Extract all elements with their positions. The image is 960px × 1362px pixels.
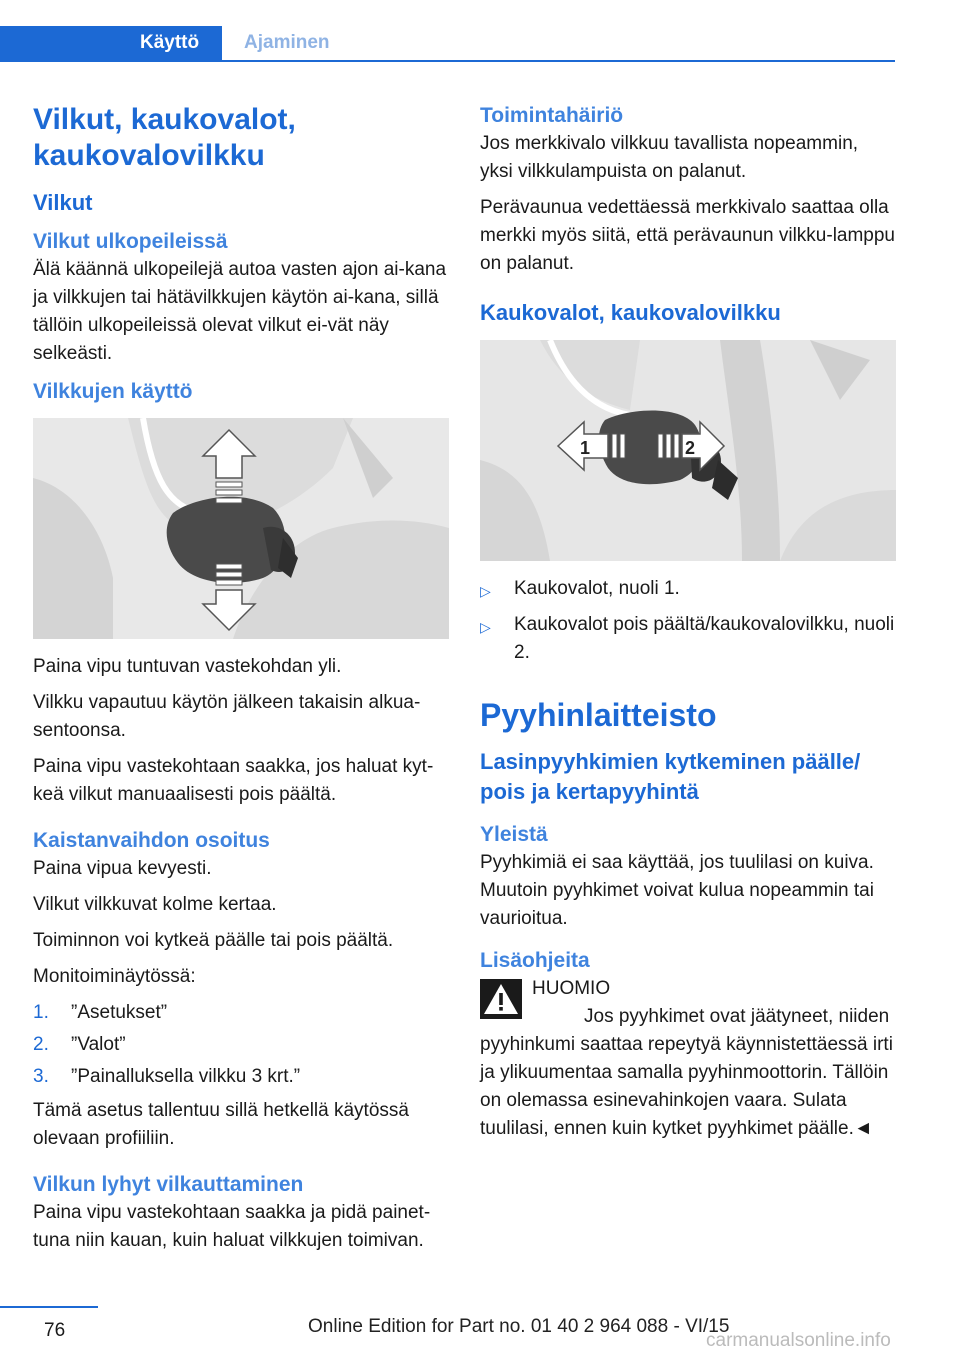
section-title: Vilkut, kaukovalot, kaukovalovilkku (33, 103, 296, 172)
paragraph: Pyyhkimiä ei saa käyttää, jos tuulilasi on kuiva. Muutoin pyyhkimet voivat kulua nopeammin tai vaurioitua. (480, 852, 874, 929)
heading-mirror-indicators: Vilkut ulkopeileissä (33, 230, 228, 253)
footer-rule (0, 1306, 98, 1308)
heading-lane-change: Kaistanvaihdon osoitus (33, 829, 270, 852)
paragraph: Jos merkkivalo vilkkuu tavallista nopeammin, yksi vilkkulampuista on palanut. (480, 133, 859, 182)
section-title-wipers: Pyyhinlaitteisto (480, 697, 717, 733)
edition-text: Online Edition for Part no. 01 40 2 964 088 - VI/15 (308, 1316, 730, 1337)
paragraph: Toiminnon voi kytkeä päälle tai pois päältä. (33, 930, 394, 951)
list-item: 2. ”Valot” (33, 1034, 126, 1055)
settings-steps (33, 999, 449, 1091)
warning-triangle-icon (480, 979, 522, 1019)
paragraph: Vilkut vilkkuvat kolme kertaa. (33, 894, 277, 915)
list-item: ▷ Kaukovalot pois päältä/kaukovalovilkku, nuoli 2. (480, 614, 895, 663)
paragraph: Älä käännä ulkopeilejä autoa vasten ajon ai-kana ja vilkkujen tai hätävilkkujen käytön ai-kana, sillä tällöin ulkopeileissä olevat vilkut ei-vät näy selkeästi. (33, 259, 447, 364)
paragraph: Tämä asetus tallentuu sillä hetkellä käytössä olevaan profiiliin. (33, 1100, 409, 1149)
list-item: 1. ”Asetukset” (33, 1002, 168, 1023)
indicator-stalk-figure (33, 418, 449, 639)
paragraph: Vilkku vapautuu käytön jälkeen takaisin alkua-sentoonsa. (33, 692, 421, 741)
heading-malfunction: Toimintahäiriö (480, 104, 624, 127)
high-beam-stalk-figure (480, 340, 896, 561)
paragraph: Paina vipu tuntuvan vastekohdan yli. (33, 656, 342, 677)
subsection-vilkut: Vilkut (33, 190, 93, 215)
paragraph: Paina vipu vastekohtaan saakka ja pidä painet-tuna niin kauan, kuin haluat vilkkujen toimivan. (33, 1202, 431, 1251)
paragraph: Monitoiminäytössä: (33, 966, 196, 987)
caution-note (480, 975, 896, 1143)
arrow-label-1: 1 (580, 438, 591, 458)
arrow-label-2: 2 (685, 438, 696, 458)
page-number: 76 (44, 1320, 66, 1341)
list-item: ▷ Kaukovalot, nuoli 1. (480, 578, 680, 599)
heading-using-indicators: Vilkkujen käyttö (33, 380, 193, 403)
tab-bar (0, 26, 330, 60)
subsection-high-beam: Kaukovalot, kaukovalovilkku (480, 300, 781, 325)
subsection-wipers: Lasinpyyhkimien kytkeminen päälle/ pois ja kertapyyhintä (480, 749, 861, 804)
left-column (33, 96, 449, 1263)
right-column (480, 96, 896, 1151)
paragraph: Perävaunua vedettäessä merkkivalo saattaa olla merkki myös siitä, että perävaunun vilkku-lamppu on palanut. (480, 197, 896, 274)
header-rule (0, 60, 895, 62)
heading-general: Yleistä (480, 823, 548, 846)
heading-short-flash: Vilkun lyhyt vilkauttaminen (33, 1173, 304, 1196)
high-beam-list (480, 575, 896, 667)
caution-label: HUOMIO (532, 978, 611, 999)
tab-ajaminen[interactable]: Ajaminen (244, 32, 330, 53)
caution-text: Jos pyyhkimet ovat jäätyneet, niiden pyyhinkumi saattaa repeytyä käynnistettäessä irti ja ylikuumentaa samalla pyyhinmoottorin. Tällöin on olemassa esinevahinkojen vaara. Sulata tuulilasi, ennen kuin kytket pyyhkimet päälle.◄ (480, 1006, 893, 1139)
paragraph: Paina vipua kevyesti. (33, 858, 212, 879)
paragraph: Paina vipu vastekohtaan saakka, jos haluat kyt-keä vilkut manuaalisesti pois päältä. (33, 756, 434, 805)
heading-additional-notes: Lisäohjeita (480, 949, 590, 972)
watermark: carmanualsonline.info (706, 1330, 891, 1351)
tab-kaytto[interactable]: Käyttö (0, 26, 222, 60)
list-item: 3. ”Painalluksella vilkku 3 krt.” (33, 1066, 301, 1087)
